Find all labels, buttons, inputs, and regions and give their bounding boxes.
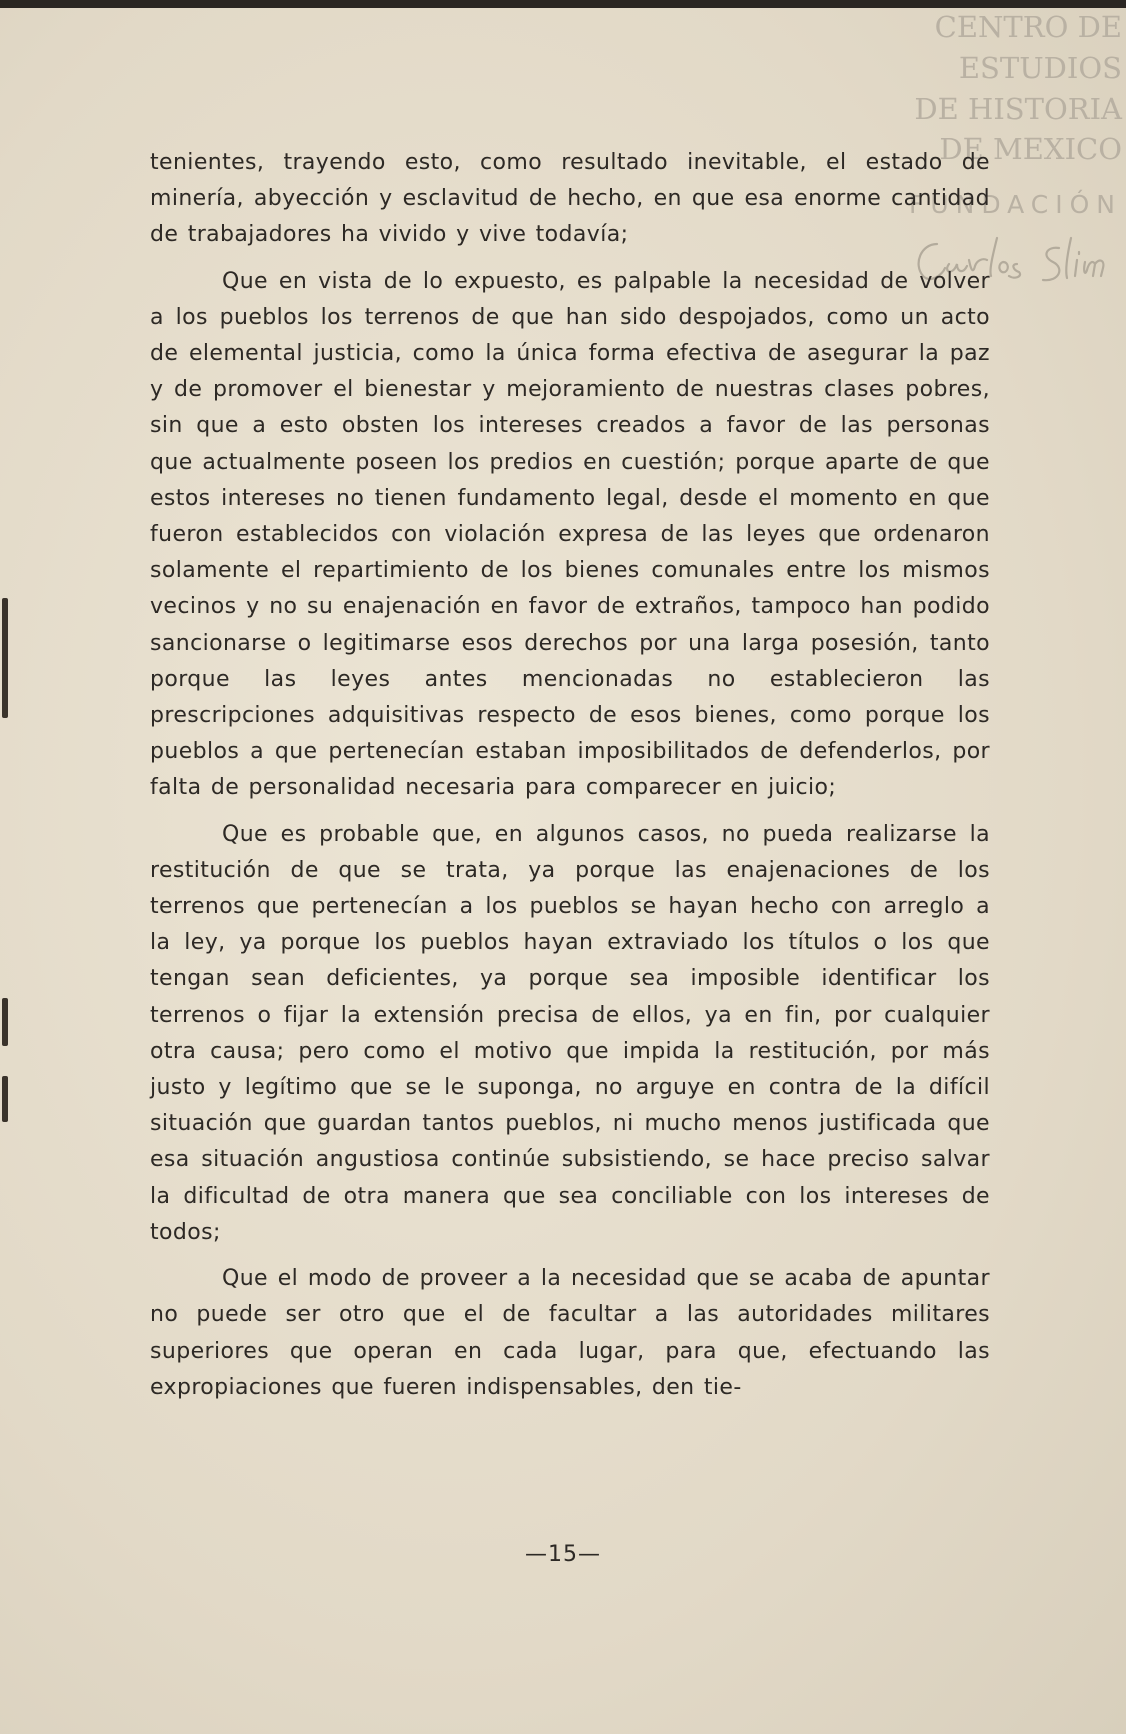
watermark-line-2: ESTUDIOS: [958, 51, 1122, 85]
binding-edge: [0, 8, 14, 1734]
watermark-fundacion: FUNDACIÓN: [908, 190, 1122, 219]
watermark-line-3: DE HISTORIA: [914, 92, 1122, 126]
paragraph-4: Que el modo de proveer a la necesidad que se acaba de apuntar no puede ser otro que el de facultar a las autoridades militares superiores que operan en cada lugar, para que, efectuando las expropiaciones que fueren indispensables, den tie-: [150, 1266, 990, 1400]
watermark-line-1: CENTRO DE: [934, 10, 1122, 44]
page-number: —15—: [525, 1542, 601, 1567]
paragraph-2: Que en vista de lo expuesto, es palpable la necesidad de volver a los pueblos los terrenos de que han sido despojados, como un acto de elemental justicia, como la única forma efectiva de asegurar la paz y de promover el bienestar y mejoramiento de nuestras clases pobres, sin que a esto obsten los intereses creados a favor de las personas que actualmente poseen los predios en cuestión; porque aparte de que estos intereses no tienen fundamento legal, desde el momento en que fueron establecidos con violación expresa de las leyes que ordenaron solamente el repartimiento de los bienes comunales entre los mismos vecinos y no su enajenación en favor de extraños, tampoco han podido sancionarse o legitimarse esos derechos por una larga posesión, tanto porque las leyes antes mencionadas no establecieron las prescripciones adquisitivas respecto de esos bienes, como porque los pueblos a que pertenecían estaban imposibilitados de defenderlos, por falta de personalidad necesaria para comparecer en juicio;: [150, 268, 990, 801]
paragraph-3: Que es probable que, en algunos casos, no pueda realizarse la restitución de que se trata, ya porque las enajenaciones de los terrenos que pertenecían a los pueblos se hayan hecho con arreglo a la ley, ya porque los pueblos hayan extraviado los títulos o los que tengan sean deficientes, ya porque sea imposible identificar los terrenos o fijar la extensión precisa de ellos, ya en fin, por cualquier otra causa; pero como el motivo que impida la restitución, por más justo y legítimo que se le suponga, no arguye en contra de la difícil situación que guardan tantos pueblos, ni mucho menos justificada que esa situación angustiosa continúe subsistiendo, se hace preciso salvar la dificultad de otra manera que sea conciliable con los intereses de todos;: [150, 821, 990, 1245]
paragraph-1: tenientes, trayendo esto, como resultado inevitable, el estado de minería, abyección y esclavitud de hecho, en que esa enorme cantidad de trabajadores ha vivido y vive todavía;: [150, 150, 990, 248]
document-body: [150, 145, 990, 1416]
watermark-line-4: DE MEXICO: [939, 132, 1122, 166]
document-page: [0, 8, 1126, 1734]
